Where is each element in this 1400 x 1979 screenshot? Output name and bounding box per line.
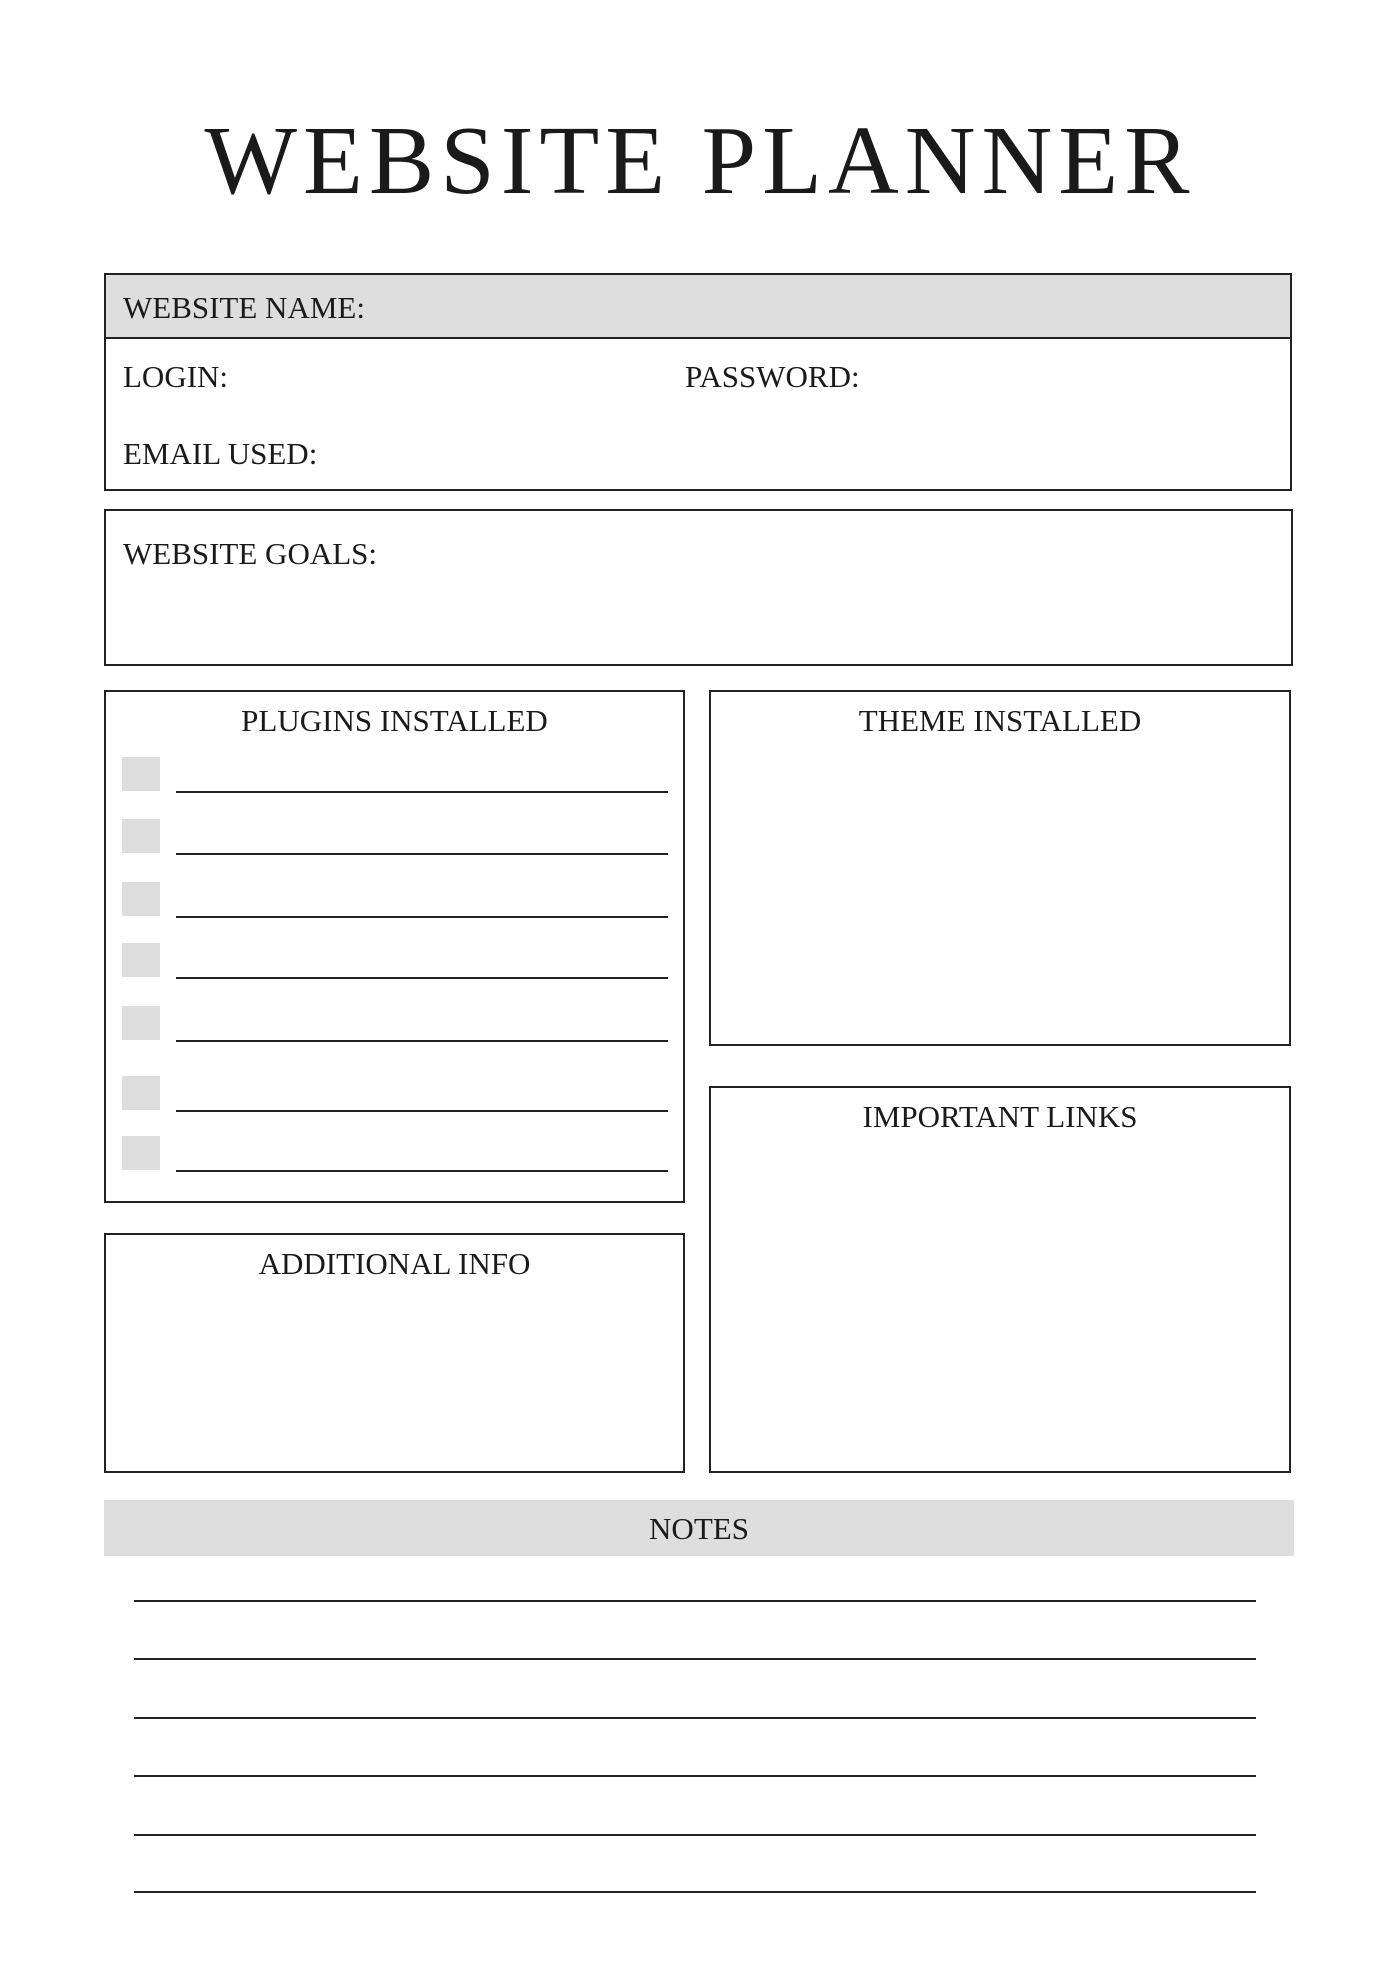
notes-line[interactable] (134, 1775, 1256, 1777)
notes-line[interactable] (134, 1658, 1256, 1660)
plugin-entry-line[interactable] (176, 1040, 668, 1042)
notes-line[interactable] (134, 1834, 1256, 1836)
plugin-entry-line[interactable] (176, 916, 668, 918)
website-name-label: WEBSITE NAME: (123, 290, 365, 325)
plugins-installed-box (104, 690, 685, 1203)
important-links-box[interactable] (709, 1086, 1291, 1473)
plugin-entry-line[interactable] (176, 853, 668, 855)
notes-line[interactable] (134, 1891, 1256, 1893)
important-links-title: IMPORTANT LINKS (862, 1099, 1138, 1134)
plugin-entry-line[interactable] (176, 791, 668, 793)
notes-title: NOTES (649, 1511, 749, 1546)
plugin-entry-line[interactable] (176, 977, 668, 979)
theme-installed-box[interactable] (709, 690, 1291, 1046)
theme-installed-title: THEME INSTALLED (858, 703, 1142, 738)
account-info-box (104, 273, 1292, 491)
plugin-checkbox[interactable] (122, 943, 160, 977)
website-goals-label: WEBSITE GOALS: (123, 536, 378, 571)
plugin-entry-line[interactable] (176, 1110, 668, 1112)
password-label: PASSWORD: (685, 359, 860, 394)
plugin-checkbox[interactable] (122, 1006, 160, 1040)
page-title: WEBSITE PLANNER (204, 107, 1196, 215)
plugin-checkbox[interactable] (122, 819, 160, 853)
website-goals-box[interactable] (104, 509, 1293, 666)
notes-line[interactable] (134, 1600, 1256, 1602)
plugin-entry-line[interactable] (176, 1170, 668, 1172)
notes-header (104, 1500, 1294, 1556)
plugins-installed-title: PLUGINS INSTALLED (241, 703, 548, 738)
website-name-row[interactable] (106, 275, 1290, 339)
additional-info-title: ADDITIONAL INFO (258, 1246, 531, 1281)
email-used-label: EMAIL USED: (123, 436, 318, 471)
plugin-checkbox[interactable] (122, 882, 160, 916)
additional-info-box[interactable] (104, 1233, 685, 1473)
notes-line[interactable] (134, 1717, 1256, 1719)
plugin-checkbox[interactable] (122, 757, 160, 791)
login-label: LOGIN: (123, 359, 229, 394)
plugin-checkbox[interactable] (122, 1076, 160, 1110)
plugin-checkbox[interactable] (122, 1136, 160, 1170)
